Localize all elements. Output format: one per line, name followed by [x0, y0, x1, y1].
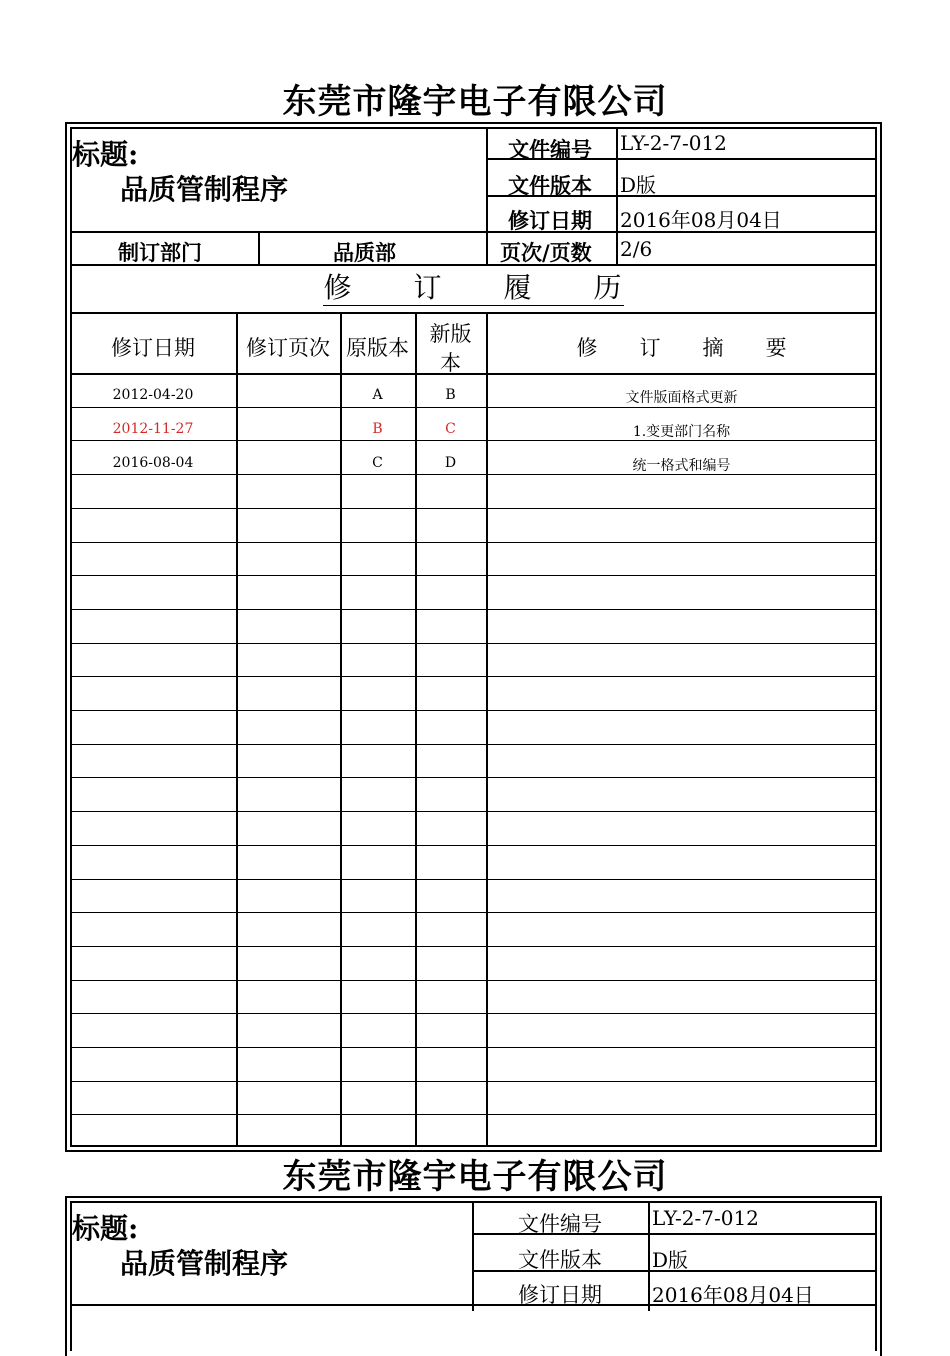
dept-divider: [258, 231, 260, 264]
row-1-old: A: [372, 387, 383, 403]
next-page-title-label: 标题:: [72, 1212, 139, 1245]
col-divider-3: [415, 312, 417, 1147]
next-page-doc-no-label: 文件编号: [518, 1212, 602, 1236]
history-row-line-10: [70, 710, 877, 711]
history-title-line: [70, 312, 877, 314]
col-header-date: 修订日期: [111, 336, 195, 360]
row-3-new: D: [444, 455, 457, 471]
version-label: 文件版本: [508, 173, 592, 198]
row-1-summary: 文件版面格式更新: [625, 390, 738, 406]
title-label: 标题:: [72, 138, 139, 171]
next-page-revise-date-label: 修订日期: [518, 1283, 602, 1307]
history-row-line-11: [70, 744, 877, 745]
col-divider-2: [340, 312, 342, 1147]
col-header-new-version-line1: 新版: [429, 322, 472, 346]
next-page-divider-main: [472, 1201, 474, 1311]
history-row-line-19: [70, 1013, 877, 1014]
history-row-line-15: [70, 879, 877, 880]
history-row-line-17: [70, 946, 877, 947]
col-header-page: 修订页次: [246, 336, 330, 360]
next-page-divider-values: [648, 1201, 650, 1311]
history-row-line-14: [70, 845, 877, 846]
title-value: 品质管制程序: [120, 173, 289, 206]
history-row-line-12: [70, 777, 877, 778]
version-value: D版: [620, 173, 657, 197]
history-row-line-20: [70, 1047, 877, 1048]
row-2-summary: 1.变更部门名称: [632, 424, 731, 440]
row-2-old: B: [372, 421, 383, 437]
history-row-line-18: [70, 980, 877, 981]
history-row-line-4: [70, 508, 877, 509]
company-name: 东莞市隆宇电子有限公司: [282, 82, 668, 122]
col-divider-1: [236, 312, 238, 1147]
history-title: [70, 266, 877, 306]
doc-no-label: 文件编号: [508, 137, 592, 162]
history-row-line-5: [70, 542, 877, 543]
history-row-line-8: [70, 643, 877, 644]
history-row-line-16: [70, 912, 877, 913]
col-header-new-version-line2: 本: [440, 351, 461, 375]
row-3-old: C: [372, 455, 383, 471]
history-row-line-6: [70, 575, 877, 576]
page-label: 页次/页数: [500, 240, 592, 265]
dept-value: 品质部: [333, 240, 396, 265]
history-row-line-9: [70, 676, 877, 677]
row-3-summary: 统一格式和编号: [632, 458, 731, 474]
col-header-summary: 修 订 摘 要: [576, 336, 787, 360]
revise-date-value: 2016年08月04日: [620, 208, 782, 232]
next-page-version-label: 文件版本: [518, 1248, 602, 1272]
next-page-doc-no-value: LY-2-7-012: [652, 1206, 759, 1230]
page-value: 2/6: [620, 237, 653, 261]
doc-no-value: LY-2-7-012: [620, 131, 727, 155]
dept-label: 制订部门: [118, 240, 202, 265]
row-2-date: 2012-11-27: [112, 421, 194, 437]
next-page-revise-date-value: 2016年08月04日: [652, 1283, 814, 1307]
history-row-line-7: [70, 609, 877, 610]
history-row-line-21: [70, 1081, 877, 1082]
row-2-new: C: [445, 421, 456, 437]
next-page-title-value: 品质管制程序: [120, 1247, 289, 1280]
next-page-company-name: 东莞市隆宇电子有限公司: [282, 1157, 668, 1197]
revise-date-label: 修订日期: [508, 208, 592, 233]
history-title-text: 修 订 履 历: [323, 271, 624, 304]
row-3-date: 2016-08-04: [112, 455, 194, 471]
col-header-old-version: 原版本: [346, 336, 409, 360]
history-row-line-22: [70, 1114, 877, 1115]
row-1-new: B: [445, 387, 456, 403]
history-row-line-13: [70, 811, 877, 812]
history-row-line-1: [70, 407, 877, 408]
row-1-date: 2012-04-20: [112, 387, 194, 403]
next-page-version-value: D版: [652, 1248, 689, 1272]
